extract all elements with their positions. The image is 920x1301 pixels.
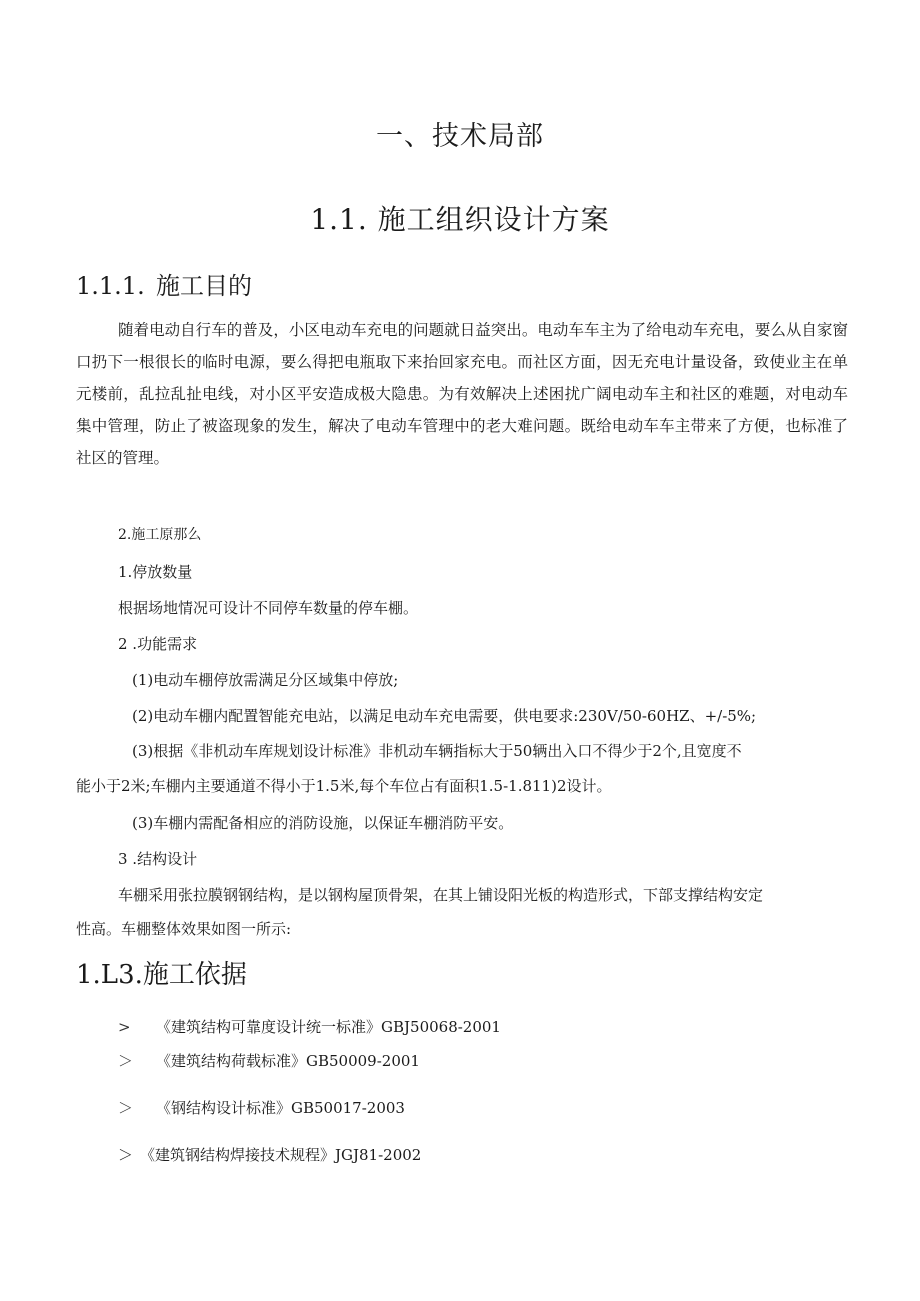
heading-technical-section: 一、技术局部	[376, 121, 544, 152]
reference-item	[118, 1016, 501, 1037]
section-number: 1.1.1.	[76, 272, 145, 300]
reference-item	[118, 1050, 420, 1071]
section-title: 施工目的	[156, 272, 252, 300]
requirement-3-line1: (3)根据《非机动车库规划设计标准》非机动车辆指标大于50辆出入口不得少于2个,且宽度不	[132, 742, 742, 760]
requirement-1: (1)电动车棚停放需满足分区域集中停放;	[132, 671, 399, 689]
structure-design-title: 3 .结构设计	[118, 850, 198, 868]
bullet-arrow-icon: ＞	[118, 1099, 134, 1117]
requirement-3-line2: 能小于2米;车棚内主要通道不得小于1.5米,每个车位占有面积1.5-1.811)2设计。	[76, 777, 612, 795]
requirement-4: (3)车棚内需配备相应的消防设施，以保证车棚消防平安。	[132, 814, 514, 832]
heading-construction-purpose	[76, 266, 252, 301]
heading-construction-plan: 1.1. 施工组织设计方案	[310, 203, 610, 236]
parking-quantity-title: 1.停放数量	[118, 563, 193, 581]
bullet-arrow-icon: ＞	[118, 1146, 134, 1164]
reference-item	[118, 1144, 421, 1165]
function-requirements-title: 2 .功能需求	[118, 635, 198, 653]
reference-text: 《钢结构设计标准》GB50017-2003	[156, 1099, 405, 1117]
structure-design-line1: 车棚采用张拉膜钢钢结构，是以钢构屋顶骨架，在其上铺设阳光板的构造形式，下部支撑结构安定	[118, 886, 764, 904]
heading-construction-basis: 1.L3.施工依据	[76, 960, 247, 990]
purpose-paragraph: 随着电动自行车的普及，小区电动车充电的问题就日益突出。电动车车主为了给电动车充电，要么从自家窗口扔下一根很长的临时电源，要么得把电瓶取下来抬回家充电。而社区方面，因无充电计量设备，致使业主在单元楼前，乱拉乱扯电线，对小区平安造成极大隐患。为有效解决上述困扰广阔电动车主和社区的难题，对电动车集中管理，防止了被盗现象的发生，解决了电动车管理中的老大难问题。既给电动车车主带来了方便，也标准了社区的管理。	[76, 321, 848, 467]
bullet-arrow-icon: >	[118, 1018, 131, 1036]
bullet-arrow-icon: ＞	[118, 1052, 134, 1070]
reference-text: 《建筑结构可靠度设计统一标准》GBJ50068-2001	[156, 1018, 501, 1036]
reference-item	[118, 1097, 405, 1118]
structure-design-line2: 性高。车棚整体效果如图一所示:	[76, 920, 292, 938]
reference-text: 《建筑结构荷载标准》GB50009-2001	[156, 1052, 420, 1070]
requirement-2: (2)电动车棚内配置智能充电站，以满足电动车充电需要，供电要求:230V/50-60HZ、+/-5%;	[132, 707, 757, 725]
parking-quantity-text: 根据场地情况可设计不同停车数量的停车棚。	[118, 599, 419, 617]
principles-title: 2.施工原那么	[118, 527, 202, 543]
reference-text: 《建筑钢结构焊接技术规程》JGJ81-2002	[140, 1146, 422, 1164]
